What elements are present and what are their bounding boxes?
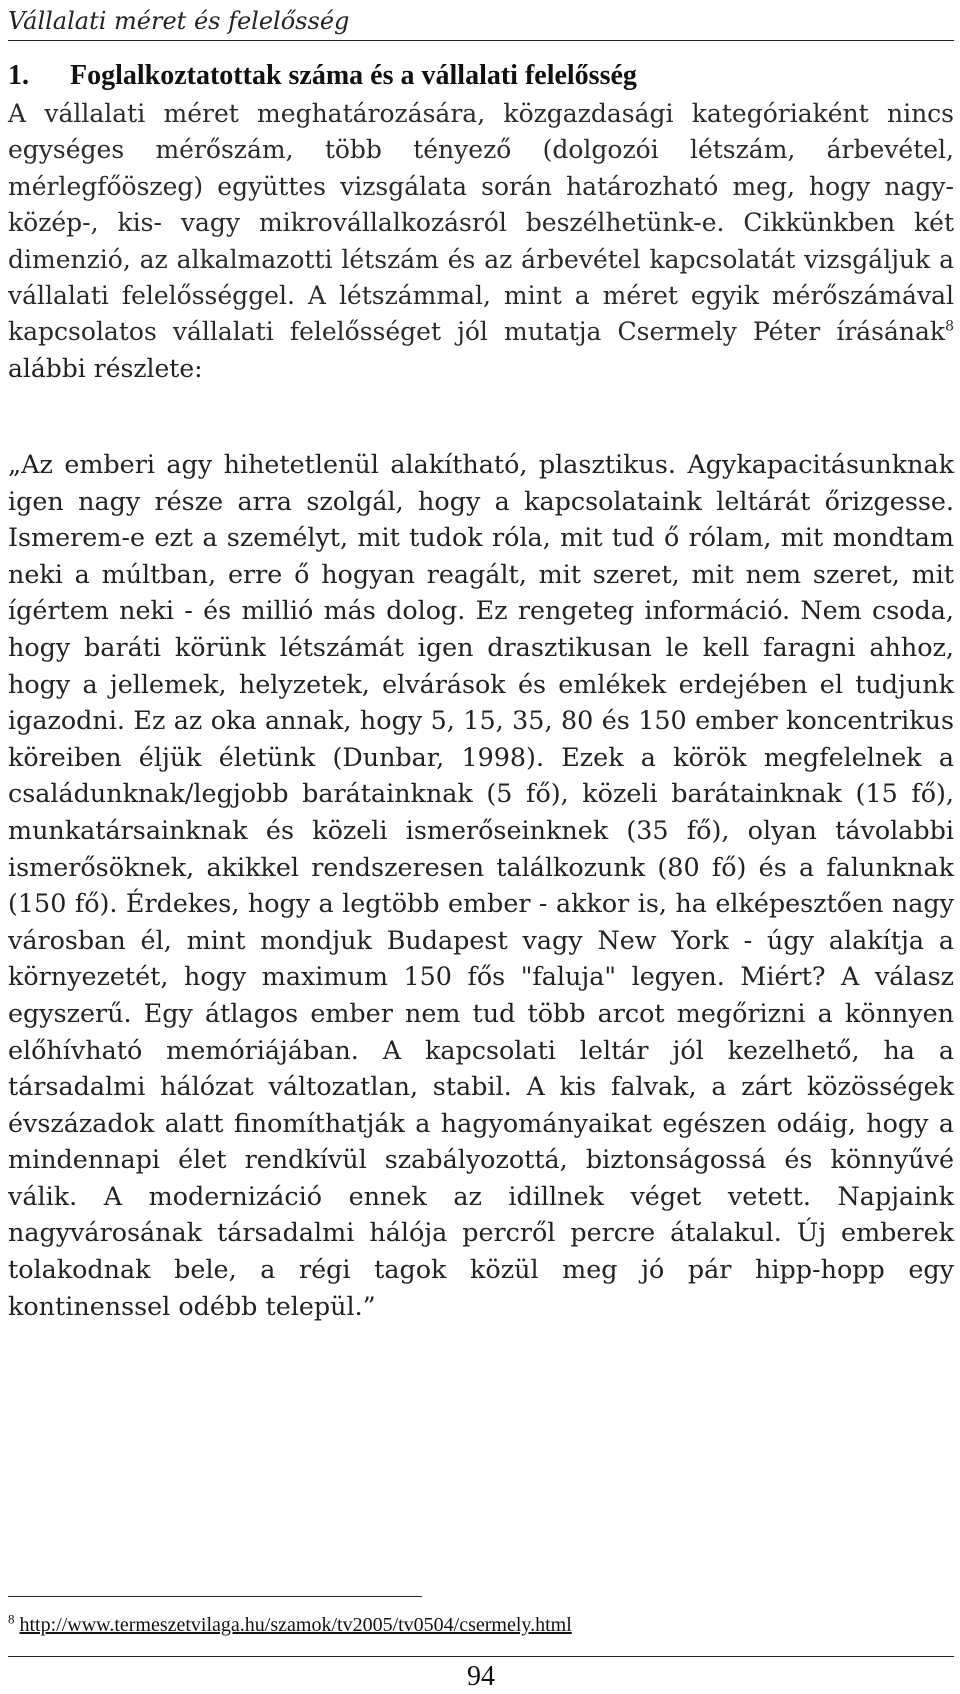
document-page [8, 0, 954, 1694]
intro-paragraph-ending: alábbi részlete: [8, 353, 203, 383]
footnote [8, 1612, 572, 1638]
footnote-link[interactable]: http://www.termeszetvilaga.hu/szamok/tv2005/tv0504/csermely.html [19, 1614, 572, 1636]
footer-divider [8, 1656, 954, 1657]
section-number: 1. [8, 60, 29, 91]
footnote-separator [8, 1596, 422, 1597]
intro-paragraph [8, 96, 954, 387]
block-quote: „Az emberi agy hihetetlenül alakítható, plasztikus. Agykapacitásunknak igen nagy része arra szolgál, hogy a kapcsolataink leltárát őrizgesse. Ismerem-e ezt a személyt, mit tudok róla, mit tud ő rólam, mit mondtam neki a múltban, erre ő hogyan reagált, mit szeret, mit nem szeret, mit ígértem neki - és millió más dolog. Ez rengeteg információ. Nem csoda, hogy baráti körünk létszámát igen drasztikusan le kell faragni ahhoz, hogy a jellemek, helyzetek, elvárások és emlékek erdejében el tudjunk igazodni. Ez az oka annak, hogy 5, 15, 35, 80 és 150 ember koncentrikus köreiben éljük életünk (Dunbar, 1998). Ezek a körök megfelelnek a családunknak/legjobb barátainknak (5 fő), közeli barátainknak (15 fő), munkatársainknak és közeli ismerőseinknek (35 fő), olyan távolabbi ismerősöknek, akikkel rendszeresen találkozunk (80 fő) és a falunknak (150 fő). Érdekes, hogy a legtöbb ember - akkor is, ha elképesztően nagy városban él, mint mondjuk Budapest vagy New York - úgy alakítja a környezetét, hogy maximum 150 fős "faluja" legyen. Miért? A válasz egyszerű. Egy átlagos ember nem tud több arcot megőrizni a könnyen előhívható memóriájában. A kapcsolati leltár jól kezelhető, ha a társadalmi hálózat változatlan, stabil. A kis falvak, a zárt közösségek évszázadok alatt finomíthatják a hagyományaikat egészen odáig, hogy a mindennapi élet rendkívül szabályozottá, biztonságossá és könnyűvé válik. A modernizáció ennek az idillnek véget vetett. Napjaink nagyvárosának társadalmi hálója percről percre átalakul. Új emberek tolakodnak bele, a régi tagok közül meg jó pár hipp-hopp egy kontinenssel odébb települ.” [8, 449, 954, 1321]
footnote-marker: 8 [8, 1611, 15, 1627]
intro-paragraph-text: A vállalati méret meghatározására, közgazdasági kategóriaként nincs egységes mérőszám, több tényező (dolgozói létszám, árbevétel, mérlegfőöszeg) együttes vizsgálata során határozható meg, hogy nagy-közép-, kis- vagy mikrovállalkozásról beszélhetünk-e. Cikkünkben két dimenzió, az alkalmazotti létszám és az árbevétel kapcsolatát vizsgáljuk a vállalati felelősséggel. A létszámmal, mint a méret egyik mérőszámával kapcsolatos vállalati felelősséget jól mutatja Csermely Péter írásának [8, 99, 954, 347]
running-header: Vállalati méret és felelősség [8, 4, 954, 41]
section-heading [8, 58, 954, 94]
section-title: Foglalkoztatottak száma és a vállalati felelősség [70, 60, 637, 91]
page-number: 94 [467, 1661, 495, 1692]
footnote-reference[interactable]: 8 [945, 319, 954, 336]
